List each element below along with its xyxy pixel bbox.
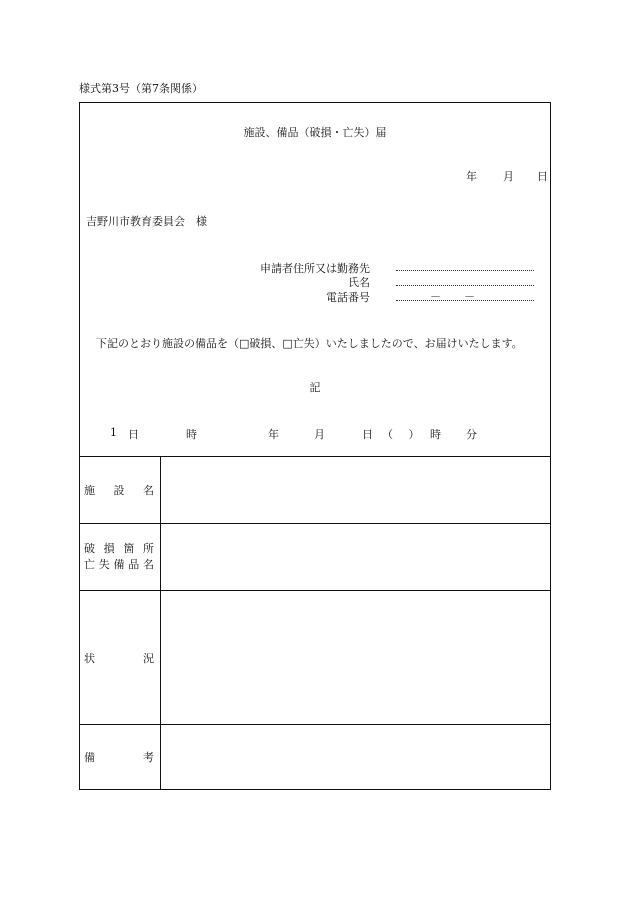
remarks-label: 備 考 (84, 751, 154, 764)
applicant-name-label: 氏名 (348, 276, 370, 289)
datetime-hour-label-2: 時 (430, 428, 441, 441)
facility-name-label: 施 設 名 (84, 484, 154, 497)
facility-name-field[interactable] (161, 457, 550, 523)
datetime-year-label: 年 (268, 428, 279, 441)
statement-text: 下記のとおり施設の備品を（□破損、□亡失）いたしましたので、お届けいたします。 (96, 337, 523, 350)
addressee: 吉野川市教育委員会 様 (86, 215, 207, 228)
applicant-name-line[interactable] (396, 285, 534, 286)
date-day-label: 日 (537, 170, 548, 183)
datetime-item-number: 1 (110, 426, 117, 439)
datetime-day-label-2: 日 (362, 428, 373, 441)
damage-loss-field[interactable] (161, 524, 550, 590)
situation-field[interactable] (161, 591, 550, 724)
lost-item-name-label: 亡 失 備 品 名 (84, 558, 154, 571)
form-frame (79, 102, 551, 790)
datetime-hour-label: 時 (186, 428, 197, 441)
damage-loss-label (84, 524, 156, 590)
datetime-weekday-paren: （ ） (382, 428, 426, 441)
applicant-address-label: 申請者住所又は勤務先 (260, 262, 370, 275)
record-label: 記 (309, 381, 321, 394)
form-number: 様式第3号（第7条関係） (79, 82, 203, 95)
applicant-phone-line[interactable] (396, 300, 534, 301)
date-year-label: 年 (466, 170, 477, 183)
datetime-day-label: 日 (128, 428, 139, 441)
applicant-phone-label: 電話番号 (326, 291, 370, 304)
datetime-month-label: 月 (314, 428, 325, 441)
applicant-phone-dashes: － － (430, 290, 481, 303)
remarks-field[interactable] (161, 725, 550, 789)
applicant-address-line[interactable] (396, 270, 534, 271)
date-month-label: 月 (503, 170, 514, 183)
form-title: 施設、備品（破損・亡失）届 (243, 126, 387, 139)
datetime-minute-label: 分 (466, 428, 477, 441)
situation-label: 状 況 (84, 651, 154, 665)
damaged-location-label: 破 損 箇 所 (84, 542, 154, 555)
